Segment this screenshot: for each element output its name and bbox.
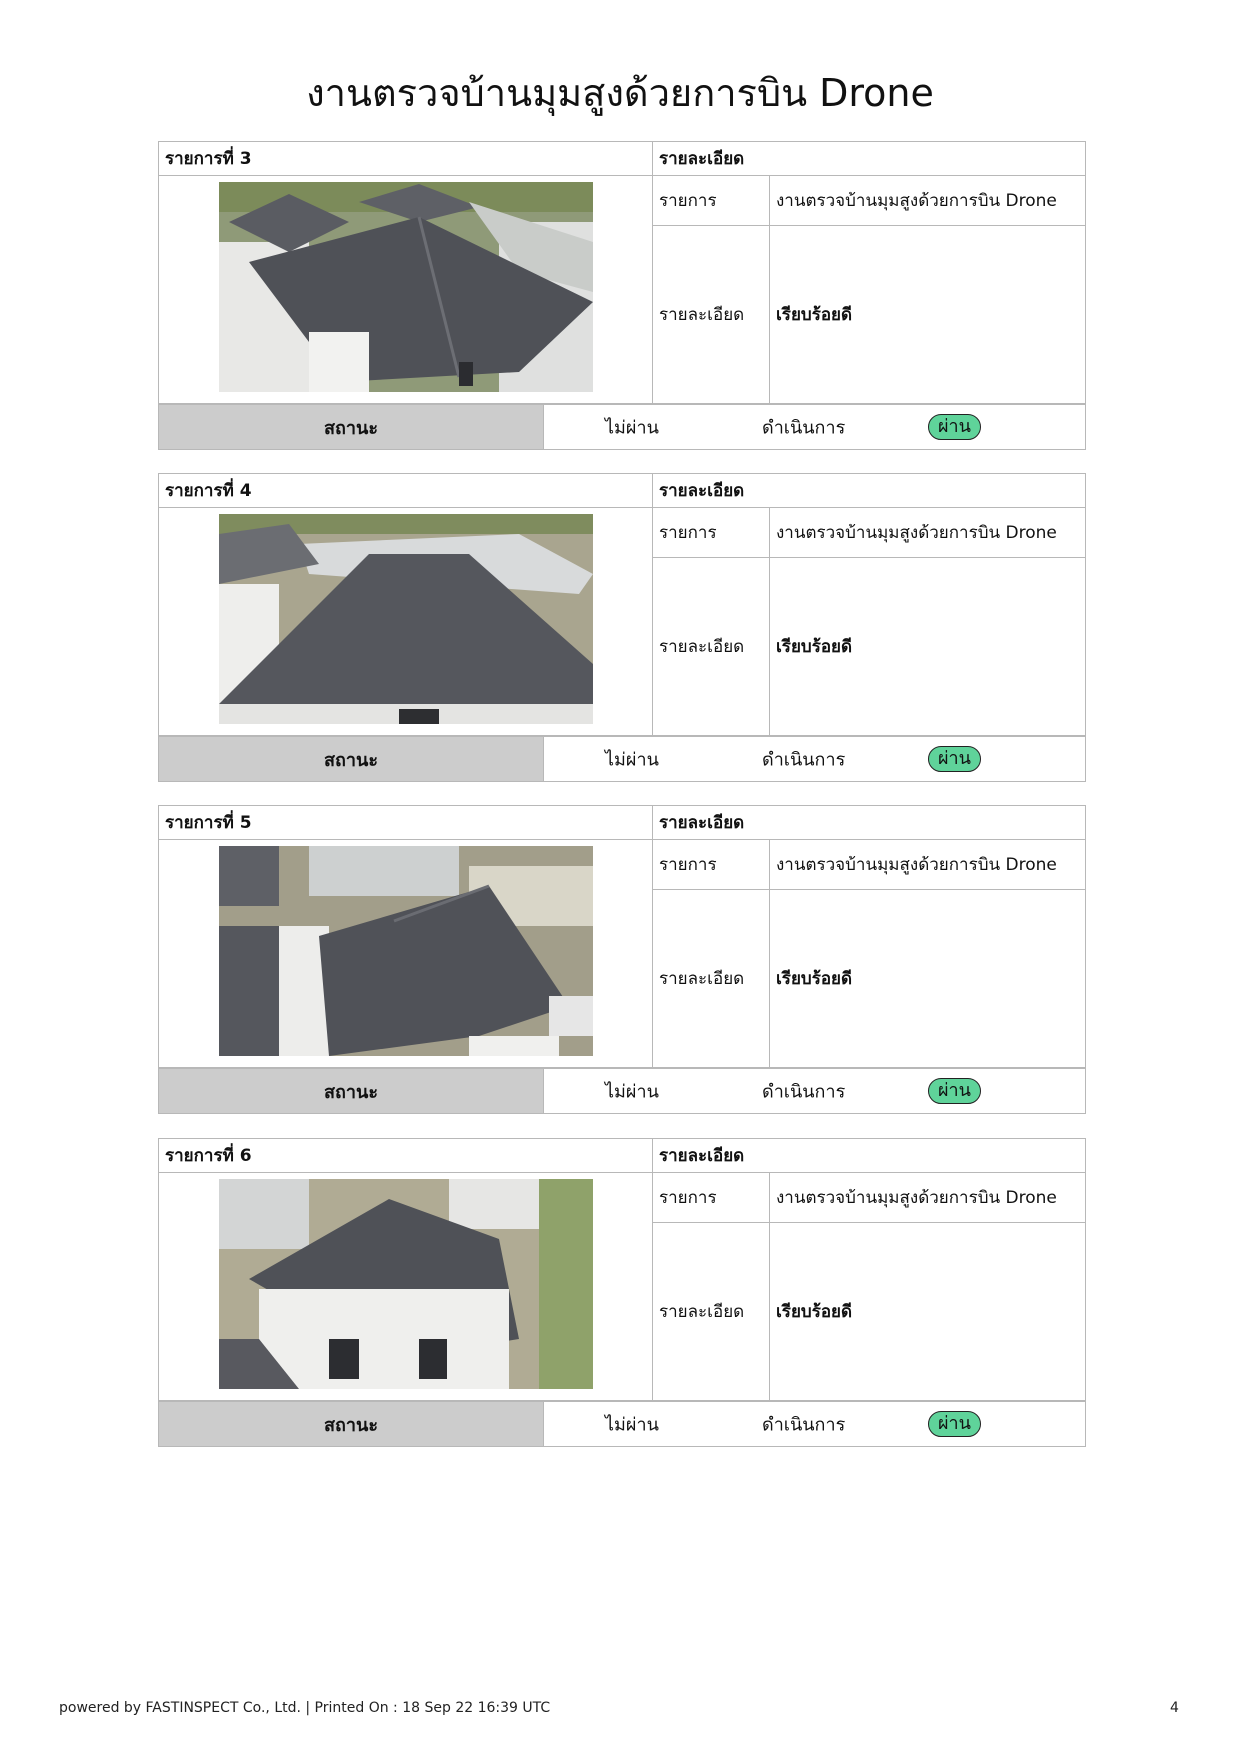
detail-label: รายละเอียด (653, 1223, 770, 1401)
status-row-6 (158, 1401, 1086, 1447)
list-label: รายการ (653, 176, 770, 226)
footer-text: powered by FASTINSPECT Co., Ltd. | Printed On : 18 Sep 22 16:39 UTC (59, 1700, 551, 1716)
status-options (544, 405, 1086, 450)
status-label: สถานะ (159, 1069, 544, 1114)
status-label: สถานะ (159, 405, 544, 450)
status-options (544, 737, 1086, 782)
list-label: รายการ (653, 840, 770, 890)
status-option-pass-selected[interactable]: ผ่าน (928, 414, 981, 440)
photo-cell (159, 176, 653, 404)
status-option-in-progress[interactable]: ดำเนินการ (762, 1081, 846, 1103)
inspection-item-4 (158, 473, 1086, 736)
item-heading: รายการที่ 5 (159, 806, 653, 840)
status-row-3 (158, 404, 1086, 450)
detail-header: รายละเอียด (653, 474, 1086, 508)
status-option-fail[interactable]: ไม่ผ่าน (605, 749, 659, 771)
status-options (544, 1069, 1086, 1114)
roof-photo[interactable] (219, 846, 593, 1056)
page-title: งานตรวจบ้านมุมสูงด้วยการบิน Drone (306, 71, 934, 115)
detail-value: เรียบร้อยดี (770, 226, 1086, 404)
status-row-5 (158, 1068, 1086, 1114)
list-value: งานตรวจบ้านมุมสูงด้วยการบิน Drone (770, 176, 1086, 226)
status-option-pass-selected[interactable]: ผ่าน (928, 746, 981, 772)
status-option-fail[interactable]: ไม่ผ่าน (605, 1414, 659, 1436)
status-options (544, 1402, 1086, 1447)
status-label: สถานะ (159, 737, 544, 782)
status-option-in-progress[interactable]: ดำเนินการ (762, 1414, 846, 1436)
inspection-item-6 (158, 1138, 1086, 1401)
status-option-in-progress[interactable]: ดำเนินการ (762, 749, 846, 771)
roof-photo[interactable] (219, 182, 593, 392)
status-label: สถานะ (159, 1402, 544, 1447)
photo-cell (159, 840, 653, 1068)
detail-value: เรียบร้อยดี (770, 890, 1086, 1068)
photo-cell (159, 508, 653, 736)
status-option-fail[interactable]: ไม่ผ่าน (605, 1081, 659, 1103)
detail-header: รายละเอียด (653, 1139, 1086, 1173)
inspection-item-5 (158, 805, 1086, 1068)
detail-label: รายละเอียด (653, 558, 770, 736)
detail-header: รายละเอียด (653, 806, 1086, 840)
inspection-item-3 (158, 141, 1086, 404)
list-value: งานตรวจบ้านมุมสูงด้วยการบิน Drone (770, 508, 1086, 558)
detail-label: รายละเอียด (653, 226, 770, 404)
roof-photo[interactable] (219, 1179, 593, 1389)
item-heading: รายการที่ 4 (159, 474, 653, 508)
detail-label: รายละเอียด (653, 890, 770, 1068)
list-label: รายการ (653, 1173, 770, 1223)
roof-photo[interactable] (219, 514, 593, 724)
item-heading: รายการที่ 6 (159, 1139, 653, 1173)
detail-header: รายละเอียด (653, 142, 1086, 176)
status-option-pass-selected[interactable]: ผ่าน (928, 1078, 981, 1104)
list-value: งานตรวจบ้านมุมสูงด้วยการบิน Drone (770, 1173, 1086, 1223)
status-option-pass-selected[interactable]: ผ่าน (928, 1411, 981, 1437)
detail-value: เรียบร้อยดี (770, 558, 1086, 736)
photo-cell (159, 1173, 653, 1401)
status-option-in-progress[interactable]: ดำเนินการ (762, 417, 846, 439)
detail-value: เรียบร้อยดี (770, 1223, 1086, 1401)
item-heading: รายการที่ 3 (159, 142, 653, 176)
status-option-fail[interactable]: ไม่ผ่าน (605, 417, 659, 439)
list-label: รายการ (653, 508, 770, 558)
status-row-4 (158, 736, 1086, 782)
page-number: 4 (1170, 1700, 1179, 1716)
list-value: งานตรวจบ้านมุมสูงด้วยการบิน Drone (770, 840, 1086, 890)
